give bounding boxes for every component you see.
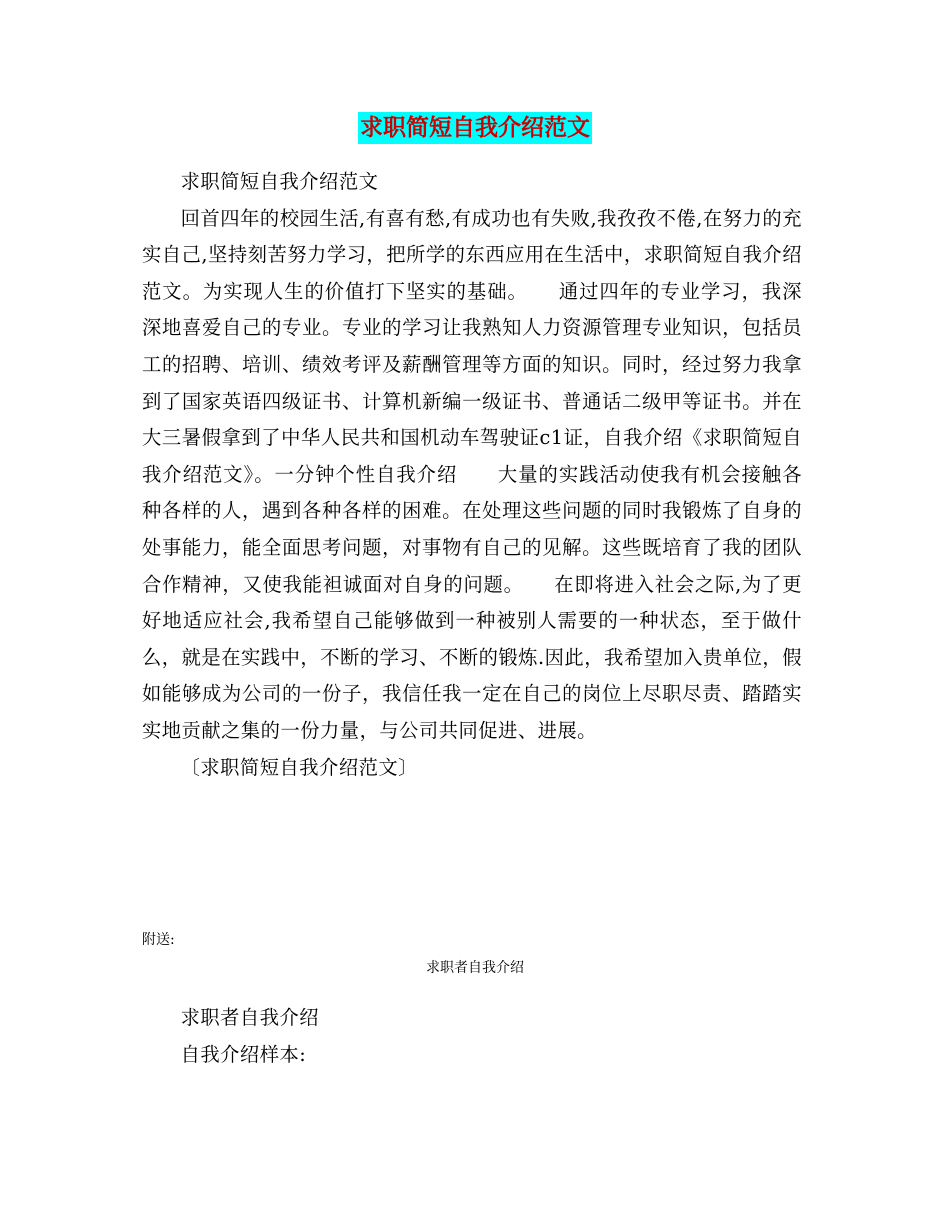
- sub-document-body: [142, 1000, 802, 1073]
- paragraph-heading: 求职简短自我介绍范文: [180, 170, 379, 193]
- appendix-label: 附送:: [142, 932, 175, 948]
- document-title: 求职简短自我介绍范文: [358, 112, 592, 144]
- sub-paragraph-heading: 求职者自我介绍: [180, 1006, 320, 1029]
- sub-title: 求职者自我介绍: [426, 960, 524, 976]
- paragraph-main: 回首四年的校园生活,有喜有愁,有成功也有失败,我孜孜不倦,在努力的充实自己,坚持刻苦努力学习，把所学的东西应用在生活中，求职简短自我介绍范文。为实现人生的价值打下坚实的基础。 通过四年的专业学习，我深深地喜爱自己的专业。专业的学习让我熟知人力资源管理专业知识，包括员工的招聘、培训、绩效考评及薪酬管理等方面的知识。同时，经过努力我拿到了国家英语四级证书、计算机新编一级证书、普通话二级甲等证书。并在大三暑假拿到了中华人民共和国机动车驾驶证c1证，自我介绍《求职简短自我介绍范文》。一分钟个性自我介绍 大量的实践活动使我有机会接触各种各样的人，遇到各种各样的困难。在处理这些问题的同时我锻炼了自身的处事能力，能全面思考问题，对事物有自己的见解。这些既培育了我的团队合作精神，又使我能袒诚面对自身的问题。 在即将进入社会之际,为了更好地适应社会,我希望自己能够做到一种被别人需要的一种状态，至于做什么，就是在实践中，不断的学习、不断的锻炼.因此，我希望加入贵单位，假如能够成为公司的一份子，我信任我一定在自己的岗位上尽职尽责、踏踏实实地贡献之集的一份力量，与公司共同促进、进展。: [142, 206, 802, 742]
- title-container: [0, 112, 950, 144]
- sub-paragraph-sample: 自我介绍样本:: [180, 1042, 307, 1066]
- paragraph-closing: 〔求职简短自我介绍范文〕: [180, 755, 418, 779]
- document-body: [142, 164, 802, 786]
